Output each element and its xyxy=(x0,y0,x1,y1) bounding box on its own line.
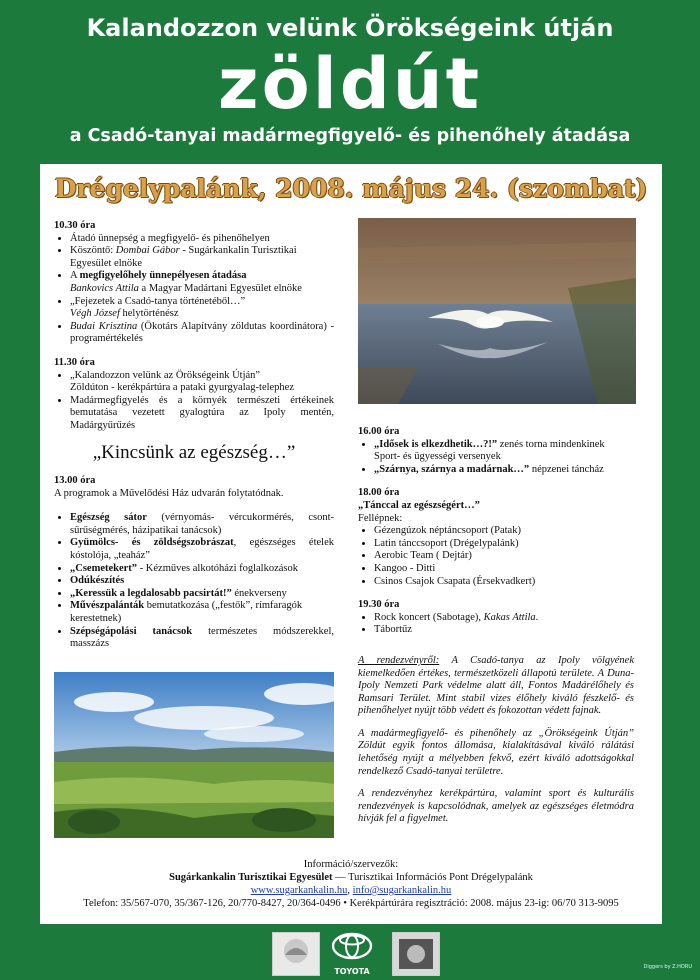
item-nursery xyxy=(70,563,334,576)
item-text: . xyxy=(535,611,539,623)
image-credit: Diggers by Z.HORU xyxy=(643,964,692,970)
partner-logo xyxy=(392,932,440,976)
item-text: Madármegfigyelés és a környék természeti értékeinek bemutatása vezetett gyalogtúra az Ipoly mentén, Madárgyűrűzés xyxy=(70,394,334,431)
performer: • Gézengúzok néptáncsoport (Patak) xyxy=(374,525,634,538)
header-title: Kalandozzon velünk Örökségeink útján xyxy=(86,14,614,42)
item-bold: „Idősek is elkezdhetik…?!” xyxy=(374,438,498,450)
item-bike-tour xyxy=(70,370,334,395)
item-text: Zöldúton - kerékpártúra a pataki gyurgyalag-telephez xyxy=(70,382,295,394)
item-text: énekverseny xyxy=(231,587,287,599)
item-text: - Sugárkankalin Turisztikai Egyesület elnöke xyxy=(70,245,297,269)
item-birdwatching xyxy=(70,395,334,433)
separator: , xyxy=(347,885,353,896)
performer-name: Kakas Attila xyxy=(483,611,536,623)
item-bold: „Szárnya, szárnya a madárnak…” xyxy=(374,463,530,475)
item-folk-dance xyxy=(374,464,634,477)
program-right-column xyxy=(358,426,634,836)
description-text: A Csadó-tanya az Ipoly völgyének kiemelkedően értékes, természetközeli állapotú területe. A Duna-Ipoly Nemzeti Park védelme alatt áll, Fontos Madárélőhely és Ramsari Terület. Mint stabil vizes élőhely kiváló fészkelő- és pihenőhelyet nyújt több védett és fokozottan védett fajnak. xyxy=(358,654,635,717)
performer: • Kangoo - Ditti xyxy=(374,563,634,576)
performers-label: Fellépnek: xyxy=(358,512,403,524)
item-history xyxy=(70,296,334,321)
email-link[interactable]: info@sugarkankalin.hu xyxy=(352,885,452,896)
item-text: (vérnyomás- vércukormérés, csont-sűrűségmérés, házipatikai tanácsok) xyxy=(70,512,335,536)
toyota-logo xyxy=(330,932,374,976)
toyota-label: TOYOTA xyxy=(334,967,370,976)
organizer-secondary: — Turisztikai Információs Pont Drégelypalánk xyxy=(332,872,533,883)
event-date: Drégelypalánk, 2008. május 24. (szombat) xyxy=(54,174,648,203)
item-text: „Fejezetek a Csadó-tanya történetéből…” xyxy=(70,295,246,307)
item-bold: Művészpalánták xyxy=(70,600,145,612)
footer xyxy=(40,858,662,910)
item-rock-concert xyxy=(374,612,634,625)
item-opening xyxy=(70,233,334,246)
sponsor-logos xyxy=(0,928,700,980)
item-text: népzenei táncház xyxy=(529,463,604,475)
block-1600 xyxy=(358,426,634,476)
event-description-1 xyxy=(358,655,634,718)
block-1800 xyxy=(358,487,634,588)
item-text: természetes módszerekkel, masszázs xyxy=(70,625,334,650)
item-handover xyxy=(70,270,334,295)
block-1130 xyxy=(54,357,334,433)
item-greeting xyxy=(70,245,334,270)
performer: • Csinos Csajok Csapata (Érsekvadkert) xyxy=(374,576,634,589)
item-text: A xyxy=(70,270,80,282)
program-location: A programok a Művelődési Ház udvarán folytatódnak. xyxy=(54,487,284,499)
block-1030 xyxy=(54,220,334,346)
block-1300 xyxy=(54,475,334,651)
item-bold: Odúkészítés xyxy=(70,575,125,587)
speaker-name: Dombai Gábor xyxy=(115,245,180,257)
footer-links xyxy=(40,884,662,897)
item-campfire: • Tábortűz xyxy=(374,624,634,637)
item-text: zenés torna mindenkinek xyxy=(497,438,605,450)
item-text: Rock koncert (Sabotage), xyxy=(374,611,484,623)
website-link[interactable]: www.sugarkankalin.hu xyxy=(250,885,348,896)
footer-info-label: Információ/szervezők: xyxy=(303,859,399,870)
item-birdhouse xyxy=(70,575,334,588)
time-1130: 11.30 óra xyxy=(54,356,95,368)
program-left-column xyxy=(54,220,334,662)
item-bold: Egészség sátor xyxy=(70,512,147,524)
item-bold: megfigyelőhely ünnepélyesen átadása xyxy=(79,270,247,282)
item-singing-contest xyxy=(70,588,334,601)
footer-phone: Telefon: 35/567-070, 35/367-126, 20/770-8427, 20/364-0496 • Kerékpártúrára regisztráció: 2008. május 23-ig: 06/70 313-9095 xyxy=(83,898,619,909)
dance-title: „Tánccal az egészségért…” xyxy=(358,499,480,511)
sugarkankalin-logo xyxy=(272,932,320,976)
organizer-name: Sugárkankalin Turisztikai Egyesület xyxy=(169,872,333,883)
item-evaluation xyxy=(70,321,334,346)
event-description-3: A rendezvényhez kerékpártúra, valamint sport és kulturális rendezvények is kapcsolódnak, amelyek az egészséges életmódra hívják fel a figyelmet. xyxy=(358,788,634,825)
header-main-title: zöldút xyxy=(217,43,483,125)
item-exercise xyxy=(374,439,634,464)
item-young-artists xyxy=(70,600,334,625)
item-bold: Szépségápolási tanácsok xyxy=(70,625,193,637)
item-bold: „Csemetekert” xyxy=(70,562,138,574)
item-health-tent xyxy=(70,512,334,537)
performer: • Latin tánccsoport (Drégelypalánk) xyxy=(374,538,634,551)
speaker-name: Budai Krisztina xyxy=(70,320,138,332)
item-text: Átadó ünnepség a megfigyelő- és pihenőhelyen xyxy=(70,232,270,244)
item-text: , egészséges ételek kóstolója, „teaház” xyxy=(70,537,334,562)
item-text: (Ökotárs Alapítvány zöldutas koordinátora) - programértékelés xyxy=(70,320,334,345)
speaker-name: Végh József xyxy=(70,308,120,320)
time-1930: 19.30 óra xyxy=(358,599,400,611)
item-beauty-tips xyxy=(70,626,334,651)
item-text: Köszöntő: xyxy=(70,245,116,257)
item-text: „Kalandozzon velünk az Örökségeink Útján” xyxy=(70,369,261,381)
block-1930 xyxy=(358,599,634,637)
time-1600: 16.00 óra xyxy=(358,426,400,437)
item-text: helytörténész xyxy=(119,308,179,320)
item-text: Sport- és ügyességi versenyek xyxy=(374,451,501,463)
time-1030: 10.30 óra xyxy=(54,220,96,231)
item-text: a Magyar Madártani Egyesület elnöke xyxy=(138,282,302,294)
event-description-2: A madármegfigyelő- és pihenőhely az „Örökségeink Útján” Zöldút egyik fontos állomása, kialakításával kiváló rálátási lehetőség nyújt a mélyebben fekvő, ezért kiváló adottságokkal rendelkező Csadó-tanyai területre. xyxy=(358,727,634,777)
swan-photo xyxy=(358,218,636,404)
poster-paper xyxy=(40,164,662,924)
item-bold: Gyümölcs- és zöldségszobrászat xyxy=(70,537,234,549)
item-bold: „Keressük a legdalosabb pacsirtát!” xyxy=(70,587,232,599)
landscape-photo xyxy=(54,672,334,838)
performer: • Aerobic Team ( Dejtár) xyxy=(374,550,634,563)
item-text: - Kézműves alkotóházi foglalkozások xyxy=(137,562,299,574)
footer-organizers xyxy=(40,871,662,884)
item-fruit-carving xyxy=(70,537,334,562)
time-1300: 13.00 óra xyxy=(54,475,96,487)
item-text: bemutatkozása („festők”, rímfaragók kerestetnek) xyxy=(70,600,303,625)
health-slogan: „Kincsünk az egészség…” xyxy=(92,441,296,463)
header-subtitle: a Csadó-tanyai madármegfigyelő- és pihenőhely átadása xyxy=(69,126,631,146)
time-1800: 18.00 óra xyxy=(358,487,400,499)
description-heading: A rendezvényről: xyxy=(358,654,440,666)
speaker-name: Bankovics Attila xyxy=(70,282,139,294)
